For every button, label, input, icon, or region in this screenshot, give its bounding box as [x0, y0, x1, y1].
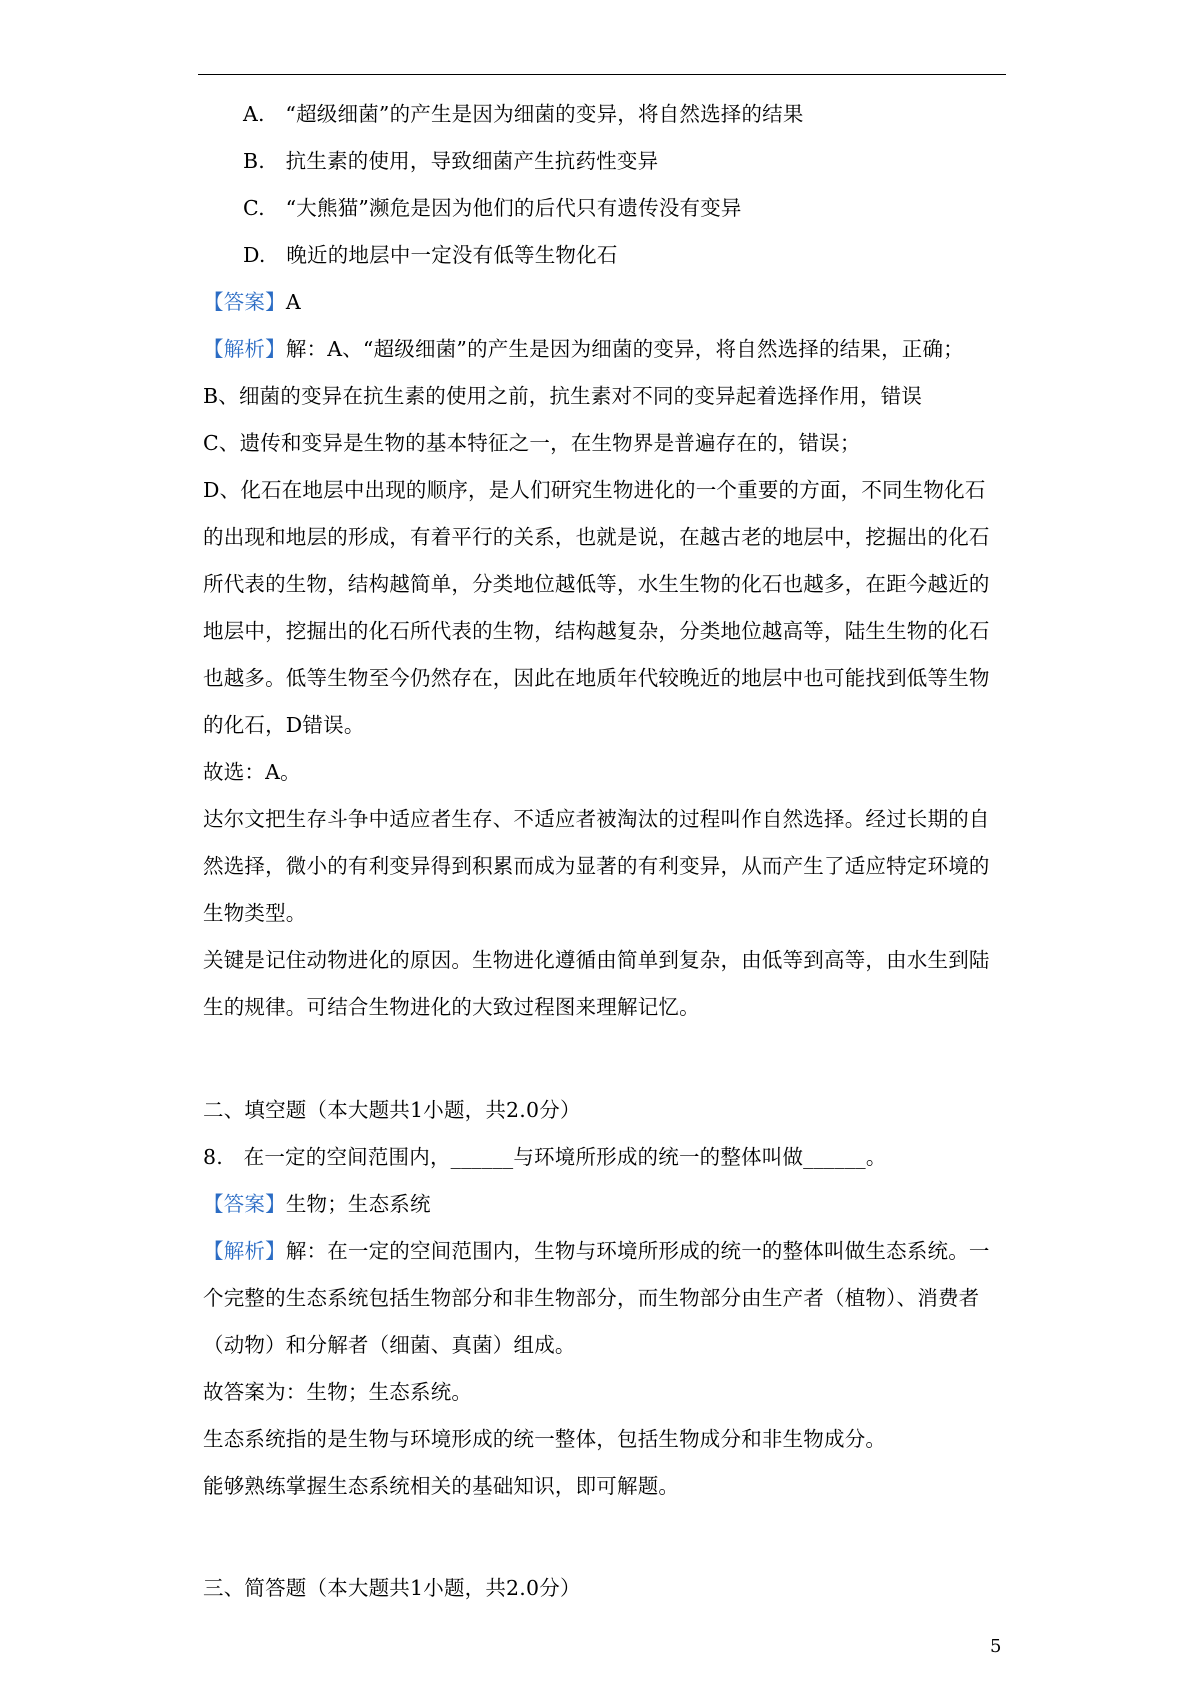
q7-analysis-line: 关键是记住动物进化的原因。生物进化遵循由简单到复杂，由低等到高等，由水生到陆 [203, 948, 990, 972]
analysis-tag: 【解析】 [203, 337, 286, 361]
q7-answer [203, 288, 301, 316]
answer-tag: 【答案】 [203, 290, 286, 314]
q7-analysis-line: 也越多。低等生物至今仍然存在，因此在地质年代较晚近的地层中也可能找到低等生物 [203, 666, 990, 690]
q7-analysis-line: 地层中，挖掘出的化石所代表的生物，结构越复杂，分类地位越高等，陆生生物的化石 [203, 619, 990, 643]
section-heading: 三、简答题（本大题共1小题，共2.0分） [203, 1576, 581, 1600]
q8-analysis-line: 故答案为：生物；生态系统。 [203, 1380, 473, 1404]
option-c: C. “大熊猫”濒危是因为他们的后代只有遗传没有变异 [243, 196, 742, 220]
q7-analysis-line: C、遗传和变异是生物的基本特征之一，在生物界是普遍存在的，错误； [203, 431, 861, 455]
q8-answer [203, 1190, 431, 1218]
q7-analysis-line: 所代表的生物，结构越简单，分类地位越低等，水生生物的化石也越多，在距今越近的 [203, 572, 990, 596]
q7-analysis-line: B、细菌的变异在抗生素的使用之前，抗生素对不同的变异起着选择作用，错误 [203, 384, 923, 408]
q7-analysis-line: 然选择，微小的有利变异得到积累而成为显著的有利变异，从而产生了适应特定环境的 [203, 854, 990, 878]
section-heading: 二、填空题（本大题共1小题，共2.0分） [203, 1098, 581, 1122]
answer-tag: 【答案】 [203, 1192, 286, 1216]
answer-text: A [285, 290, 301, 314]
q7-analysis-line [203, 335, 964, 363]
q8-analysis-line: 能够熟练掌握生态系统相关的基础知识，即可解题。 [203, 1474, 680, 1498]
q7-analysis-line: 故选：A。 [203, 760, 301, 784]
option-a: A. “超级细菌”的产生是因为细菌的变异，将自然选择的结果 [243, 102, 804, 126]
q7-analysis-line: 的出现和地层的形成，有着平行的关系，也就是说，在越古老的地层中，挖掘出的化石 [203, 525, 990, 549]
q8-question: 8. 在一定的空间范围内，______与环境所形成的统一的整体叫做______。 [203, 1145, 887, 1169]
q7-analysis-line: D、化石在地层中出现的顺序，是人们研究生物进化的一个重要的方面，不同生物化石 [203, 478, 986, 502]
option-b: B. 抗生素的使用，导致细菌产生抗药性变异 [243, 149, 659, 173]
q7-analysis-line: 生的规律。可结合生物进化的大致过程图来理解记忆。 [203, 995, 700, 1019]
option-d: D. 晚近的地层中一定没有低等生物化石 [243, 243, 618, 267]
q7-analysis-line: 的化石，D错误。 [203, 713, 365, 737]
q8-analysis-line: （动物）和分解者（细菌、真菌）组成。 [203, 1333, 576, 1357]
q7-analysis-line: 达尔文把生存斗争中适应者生存、不适应者被淘汰的过程叫作自然选择。经过长期的自 [203, 807, 990, 831]
q7-analysis-line: 生物类型。 [203, 901, 307, 925]
header-rule [198, 74, 1006, 75]
analysis-text: 解：在一定的空间范围内，生物与环境所形成的统一的整体叫做生态系统。一 [285, 1239, 990, 1263]
q8-analysis-line: 生态系统指的是生物与环境形成的统一整体，包括生物成分和非生物成分。 [203, 1427, 887, 1451]
q8-analysis-line [203, 1237, 990, 1265]
analysis-tag: 【解析】 [203, 1239, 286, 1263]
answer-text: 生物；生态系统 [285, 1192, 431, 1216]
page-number: 5 [990, 1636, 1002, 1657]
q8-analysis-line: 个完整的生态系统包括生物部分和非生物部分，而生物部分由生产者（植物）、消费者 [203, 1286, 980, 1310]
analysis-text: 解：A、“超级细菌”的产生是因为细菌的变异，将自然选择的结果，正确； [285, 337, 964, 361]
